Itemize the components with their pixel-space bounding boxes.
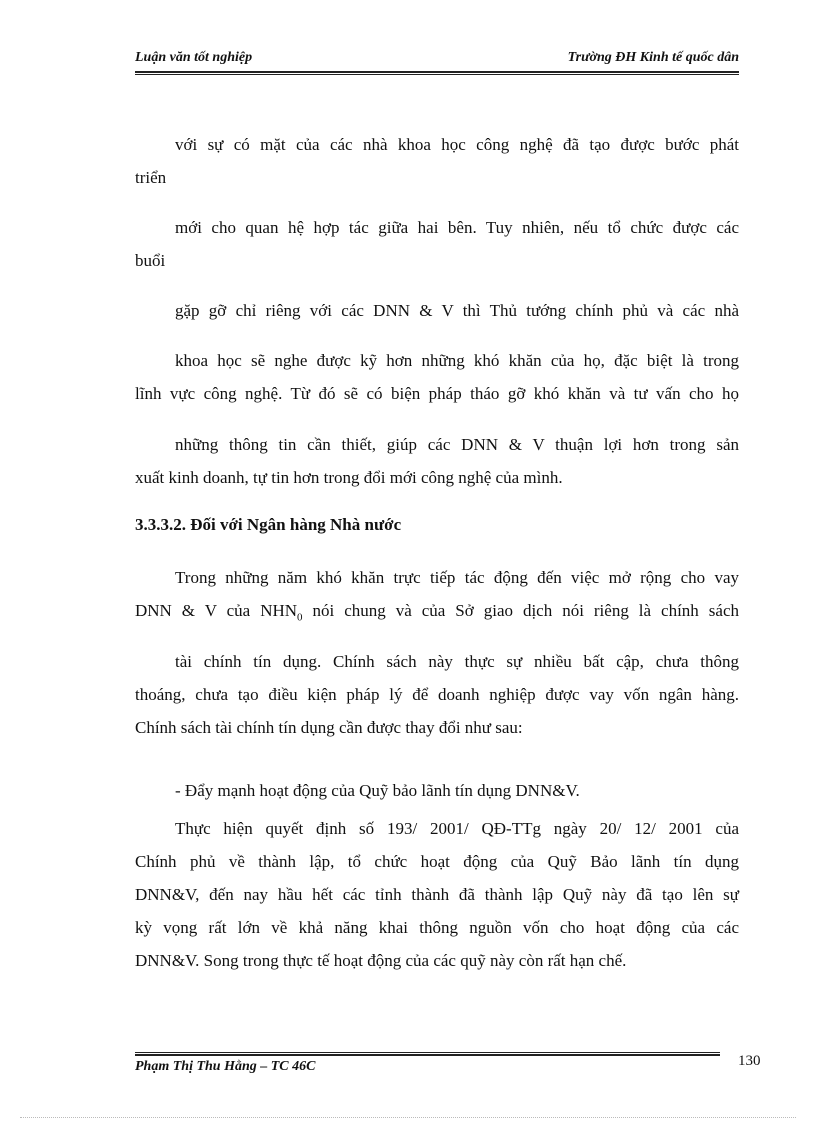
paragraph-final (135, 812, 739, 977)
paragraph-nhn (135, 561, 739, 627)
text-line: DNN&V. Song trong thực tế hoạt động của các quỹ này còn rất hạn chế. (135, 951, 627, 970)
section-heading: 3.3.3.2. Đối với Ngân hàng Nhà nước (135, 515, 402, 534)
text-line: Chính phủ về thành lập, tổ chức hoạt động của Quỹ Bảo lãnh tín dụng (135, 852, 739, 871)
header-rule (135, 71, 739, 75)
text-line: Thực hiện quyết định số 193/ 2001/ QĐ-TTg ngày 20/ 12/ 2001 của (175, 819, 739, 838)
text-line: tài chính tín dụng. Chính sách này thực sự nhiều bất cập, chưa thông (175, 652, 739, 671)
text-line (135, 594, 739, 627)
footer-rule (135, 1052, 720, 1056)
text-line: buổi (135, 251, 166, 270)
paragraph-3 (135, 294, 739, 327)
text-line: thoáng, chưa tạo điều kiện pháp lý để doanh nghiệp được vay vốn ngân hàng. (135, 685, 739, 704)
footer-author: Phạm Thị Thu Hằng – TC 46C (135, 1059, 316, 1074)
text-line: Trong những năm khó khăn trực tiếp tác động đến việc mở rộng cho vay (175, 568, 739, 587)
text-segment: DNN & V của NHN (135, 601, 298, 620)
paragraph-1 (135, 128, 739, 194)
text-line: mới cho quan hệ hợp tác giữa hai bên. Tuy nhiên, nếu tổ chức được các (175, 218, 739, 237)
bullet-item (135, 774, 739, 807)
text-line: khoa học sẽ nghe được kỹ hơn những khó khăn của họ, đặc biệt là trong (175, 351, 739, 370)
page-bottom-border (20, 1117, 796, 1118)
text-segment: nói chung và của Sở giao dịch nói riêng là chính sách (302, 601, 739, 620)
text-line: gặp gỡ chỉ riêng với các DNN & V thì Thủ tướng chính phủ và các nhà (175, 301, 739, 320)
page-header (135, 50, 739, 70)
text-line: xuất kinh doanh, tự tin hơn trong đổi mới công nghệ của mình. (135, 468, 563, 487)
subscript: 0 (297, 611, 303, 624)
text-line: DNN&V, đến nay hầu hết các tỉnh thành đã thành lập Quỹ này đã tạo lên sự (135, 885, 739, 904)
paragraph-5 (135, 428, 739, 494)
text-line: Chính sách tài chính tín dụng cần được thay đổi như sau: (135, 718, 523, 737)
text-line: kỳ vọng rất lớn về khả năng khai thông nguồn vốn cho hoạt động của các (135, 918, 739, 937)
paragraph-4 (135, 344, 739, 410)
paragraph-policy (135, 645, 739, 744)
text-line: - Đẩy mạnh hoạt động của Quỹ bảo lãnh tín dụng DNN&V. (175, 781, 580, 800)
text-line: với sự có mặt của các nhà khoa học công nghệ đã tạo được bước phát (175, 135, 739, 154)
text-line: những thông tin cần thiết, giúp các DNN & V thuận lợi hơn trong sản (175, 435, 739, 454)
text-line: triển (135, 168, 167, 187)
page-number: 130 (738, 1053, 761, 1069)
header-thesis-label: Luận văn tốt nghiệp (135, 50, 253, 65)
header-university-label: Trường ĐH Kinh tế quốc dân (567, 50, 739, 65)
text-line: lĩnh vực công nghệ. Từ đó sẽ có biện pháp tháo gỡ khó khăn và tư vấn cho họ (135, 384, 739, 403)
paragraph-2 (135, 211, 739, 277)
